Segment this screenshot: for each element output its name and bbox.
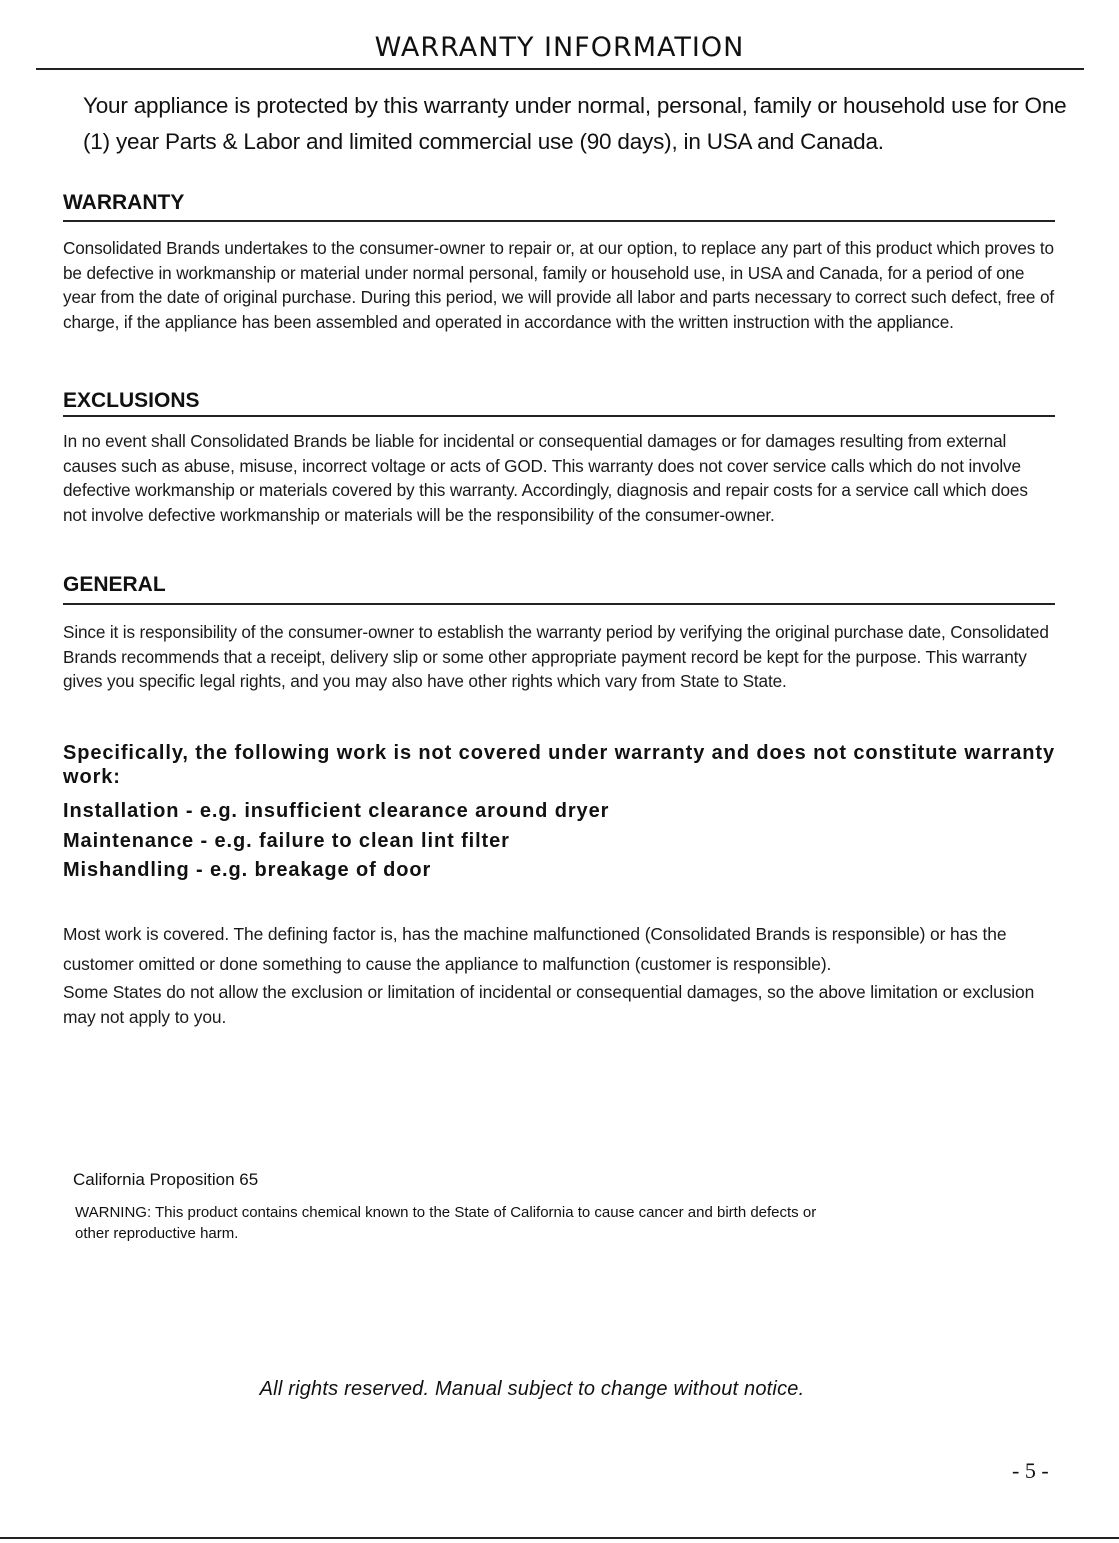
exclusions-divider [63, 415, 1055, 417]
defining-factor-text: Most work is covered. The defining factor is, has the machine malfunctioned (Consolidated Brands is responsible) or has the customer omitted or done something to cause the appliance to malfunction (customer is responsible). [63, 924, 1007, 974]
exclusions-heading: EXCLUSIONS [63, 389, 200, 412]
warranty-divider [63, 220, 1055, 222]
general-divider [63, 603, 1055, 605]
state-limitation-text: Some States do not allow the exclusion or limitation of incidental or consequential damages, so the above limitation or exclusion may not apply to you. [63, 982, 1035, 1027]
exclusions-body: In no event shall Consolidated Brands be liable for incidental or consequential damages or for damages resulting from external causes such as abuse, misuse, incorrect voltage or acts of GOD. This warranty does not cover service calls which do not involve defective workmanship or materials covered by this warranty. Accordingly, diagnosis and repair costs for a service call which does not involve defective workmanship or materials will be the responsibility of the consumer-owner. [63, 431, 1028, 525]
warranty-body: Consolidated Brands undertakes to the consumer-owner to repair or, at our option, to replace any part of this product which proves to be defective in workmanship or material under normal personal, family or household use, in USA and Canada, for a period of one year from the date of original purchase. During this period, we will provide all labor and parts necessary to correct such defect, free of charge, if the appliance has been assembled and operated in accordance with the written instruction with the appliance. [63, 238, 1055, 332]
page-title: WARRANTY INFORMATION [374, 32, 745, 63]
not-covered-item-maintenance: Maintenance - e.g. failure to clean lint filter [63, 829, 510, 852]
warranty-heading: WARRANTY [63, 191, 185, 214]
not-covered-list [63, 797, 609, 886]
not-covered-item-mishandling: Mishandling - e.g. breakage of door [63, 859, 432, 881]
prop65-warning: WARNING: This product contains chemical known to the State of California to cause cancer and birth defects or other reproductive harm. [75, 1204, 817, 1242]
general-body: Since it is responsibility of the consumer-owner to establish the warranty period by verifying the original purchase date, Consolidated Brands recommends that a receipt, delivery slip or some other appropriate payment record be kept for the purpose. This warranty gives you specific legal rights, and you may also have other rights which vary from State to State. [63, 622, 1049, 691]
bottom-divider [0, 1537, 1119, 1539]
page-number: - 5 - [1012, 1458, 1049, 1483]
not-covered-heading: Specifically, the following work is not covered under warranty and does not constitute warranty work: [63, 742, 1055, 788]
intro-statement: Your appliance is protected by this warranty under normal, personal, family or household use for One (1) year Parts & Labor and limited commercial use (90 days), in USA and Canada. [83, 93, 1067, 154]
general-heading: GENERAL [63, 573, 166, 596]
prop65-title: California Proposition 65 [73, 1170, 259, 1189]
title-divider [36, 68, 1084, 70]
rights-notice: All rights reserved. Manual subject to change without notice. [259, 1378, 805, 1400]
not-covered-item-installation: Installation - e.g. insufficient clearance around dryer [63, 800, 610, 822]
